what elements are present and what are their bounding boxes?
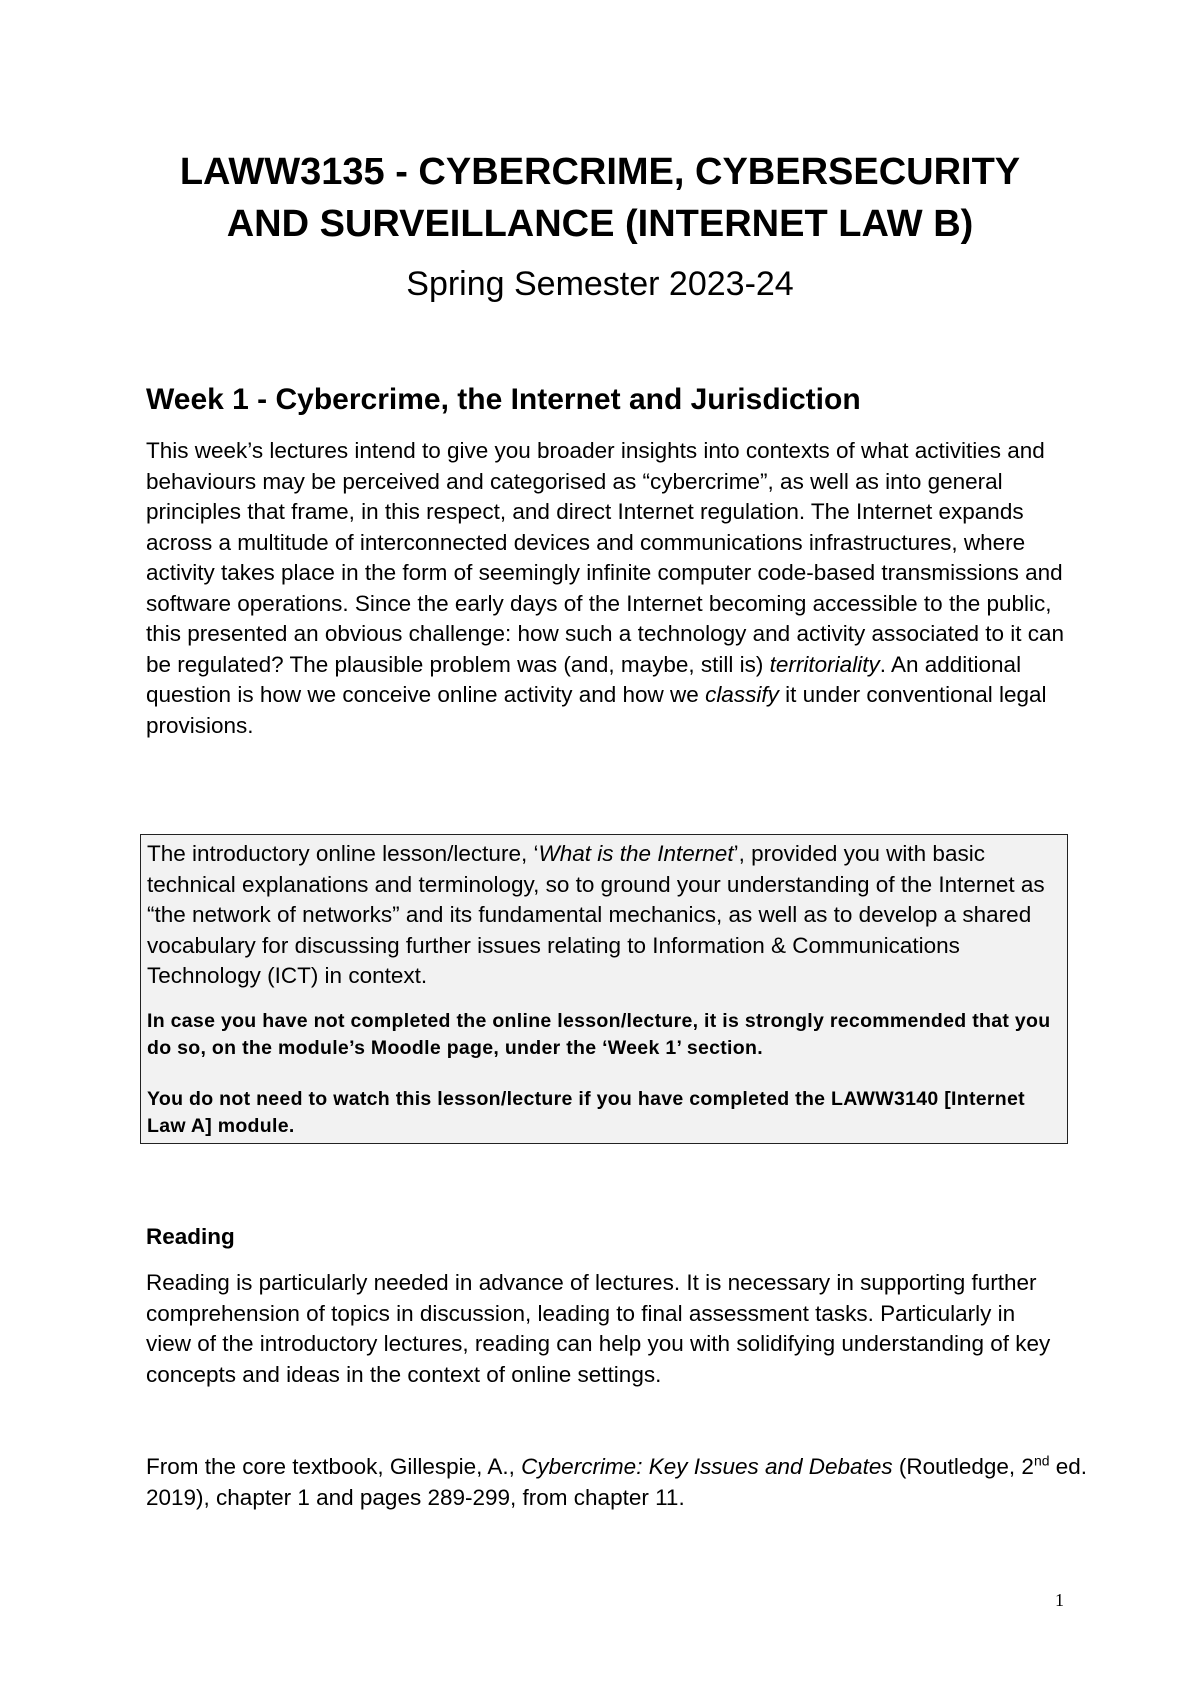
intro-text-1: This week’s lectures intend to give you broader insights into contexts of what activities and behaviours may be perceived and categorised as “cybercrime”, as well as into general principles that frame, in this respect, and direct Internet regulation. The Internet expands across a multitude of interconnected devices and communications infrastructures, where activity takes place in the form of seemingly infinite computer code-based transmissions and software operations. Since the early days of the Internet becoming accessible to the public, this presented an obvious challenge: how such a technology and activity associated to it can be regulated? The plausible problem was (and, maybe, still is): [146, 438, 1065, 677]
title-line-2: AND SURVEILLANCE (INTERNET LAW B): [226, 203, 974, 245]
title-line-1: LAWW3135 - CYBERCRIME, CYBERSECURITY: [179, 151, 1021, 193]
online-lesson-callout-box: [140, 834, 1068, 1144]
callout-lesson-title: What is the Internet: [538, 841, 734, 866]
reference-text-2: (Routledge, 2: [892, 1454, 1034, 1479]
document-title: [120, 146, 1080, 250]
week-heading: Week 1 - Cybercrime, the Internet and Jurisdiction: [146, 383, 861, 416]
callout-paragraph: [147, 839, 1061, 992]
reading-paragraph: Reading is particularly needed in advance of lectures. It is necessary in supporting further comprehension of topics in discussion, leading to final assessment tasks. Particularly in view of the introductory lectures, reading can help you with solidifying understanding of key concepts and ideas in the context of online settings.: [146, 1270, 1051, 1387]
intro-paragraph: [146, 436, 1066, 741]
callout-text-1: The introductory online lesson/lecture, ‘: [147, 841, 539, 866]
callout-recommendation-note: In case you have not completed the online lesson/lecture, it is strongly recommended that you do so, on the module’s Moodle page, under the ‘Week 1’ section.: [147, 1009, 1051, 1059]
page-number: 1: [1055, 1590, 1064, 1610]
reading-heading: Reading: [146, 1224, 235, 1249]
intro-italic-classify: classify: [705, 682, 779, 707]
callout-text-2: ’, provided you with basic technical explanations and terminology, so to ground your understanding of the Internet as “the network of networks” and its fundamental mechanics, as well as to develop a shared vocabulary for discussing further issues relating to Information & Communications Technology (ICT) in context.: [147, 841, 1045, 988]
intro-text-3: it under conventional legal provisions.: [146, 682, 1047, 738]
document-subtitle: Spring Semester 2023-24: [406, 265, 794, 303]
callout-exemption-note: You do not need to watch this lesson/lecture if you have completed the LAWW3140 [Internet Law A] module.: [147, 1087, 1025, 1137]
reference-ordinal-suffix: nd: [1033, 1452, 1050, 1469]
intro-italic-territoriality: territoriality: [769, 651, 880, 677]
reference-book-title: Cybercrime: Key Issues and Debates: [521, 1454, 893, 1479]
textbook-reference: [146, 1452, 1106, 1513]
intro-text-2: . An additional question is how we conceive online activity and how we: [146, 651, 1022, 707]
reference-text-3: ed. 2019), chapter 1 and pages 289-299, from chapter 11.: [146, 1454, 1088, 1510]
reference-text-1: From the core textbook, Gillespie, A.,: [146, 1454, 522, 1479]
